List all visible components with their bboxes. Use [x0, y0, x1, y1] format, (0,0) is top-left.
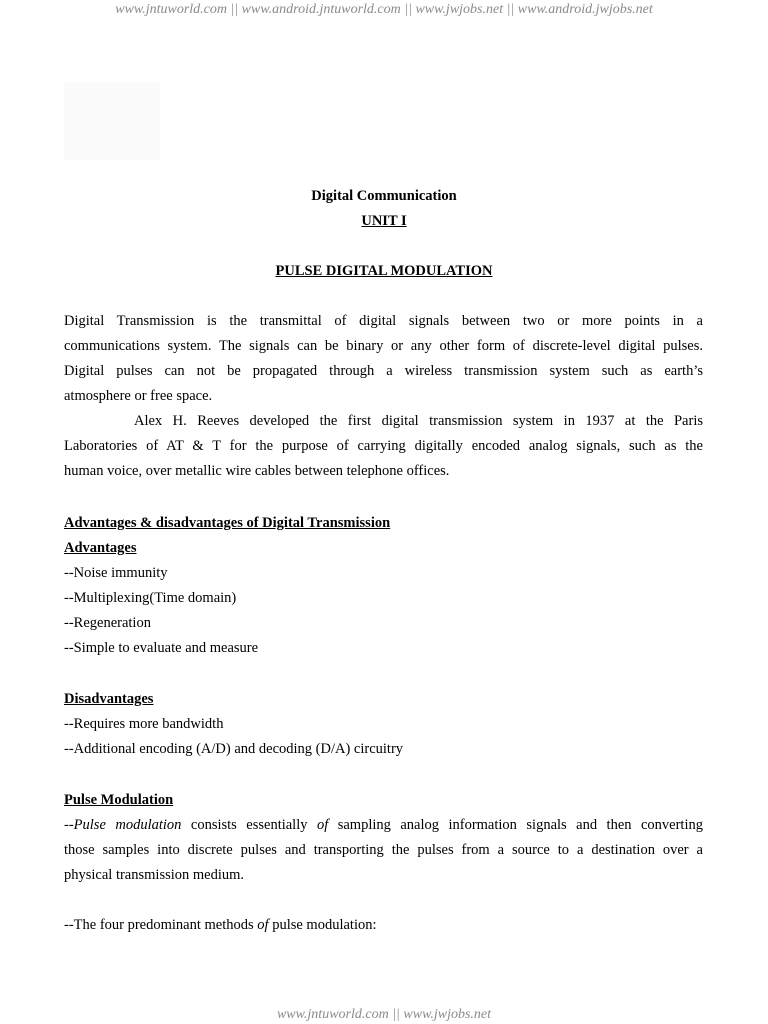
list-item: --Multiplexing(Time domain) — [64, 590, 237, 606]
list-item: --Regeneration — [64, 615, 151, 631]
advantages-section — [64, 511, 703, 661]
faded-logo-area — [64, 82, 160, 160]
unit-title: UNIT I — [361, 213, 407, 229]
intro-line: Laboratories of AT & T for the purpose of carrying digitally encoded analog signals, such as the — [64, 438, 703, 454]
pulse-modulation-section — [64, 788, 703, 938]
intro-line: atmosphere or free space. — [64, 388, 213, 404]
pulse-modulation-line: those samples into discrete pulses and transporting the pulses from a source to a destination over a — [64, 842, 703, 858]
pulse-modulation-line — [64, 813, 703, 838]
advantages-disadvantages-heading: Advantages & disadvantages of Digital Transmission — [64, 515, 391, 531]
text-fragment: --The four predominant methods — [64, 917, 258, 933]
pulse-modulation-line: physical transmission medium. — [64, 867, 245, 883]
disadvantages-section — [64, 687, 703, 762]
blank-line — [64, 888, 703, 913]
list-item: --Noise immunity — [64, 565, 168, 581]
subject-title: Digital Communication — [311, 188, 457, 204]
list-item: --Requires more bandwidth — [64, 716, 224, 732]
header-watermark: www.jntuworld.com || www.android.jntuworld.com || www.jwjobs.net || www.android.jwjobs.net — [115, 2, 653, 17]
pulse-modulation-heading: Pulse Modulation — [64, 792, 174, 808]
advantages-subheading: Advantages — [64, 540, 137, 556]
list-item: --Additional encoding (A/D) and decoding (D/A) circuitry — [64, 741, 404, 757]
intro-line: Alex H. Reeves developed the first digital transmission system in 1937 at the Paris — [134, 413, 703, 429]
disadvantages-heading: Disadvantages — [64, 691, 154, 707]
list-item: --Simple to evaluate and measure — [64, 640, 259, 656]
methods-intro-line — [64, 913, 703, 938]
pulse-modulation-term: Pulse modulation — [73, 817, 182, 833]
intro-line: communications system. The signals can be binary or any other form of discrete-level digital pulses. — [64, 338, 703, 354]
text-fragment: pulse modulation: — [268, 917, 377, 933]
intro-line: Digital pulses can not be propagated through a wireless transmission system such as earth’s — [64, 363, 703, 379]
footer-watermark: www.jntuworld.com || www.jwjobs.net — [276, 1007, 492, 1022]
unit-title-wrap — [0, 213, 768, 230]
intro-paragraph — [64, 309, 703, 484]
italic-of: of — [257, 917, 269, 933]
text-fragment: sampling analog information signals and then converting — [328, 817, 703, 833]
text-fragment: consists essentially — [181, 817, 317, 833]
dash-prefix: -- — [64, 817, 74, 833]
intro-line: human voice, over metallic wire cables between telephone offices. — [64, 463, 450, 479]
topic-title-wrap — [0, 263, 768, 280]
intro-line: Digital Transmission is the transmittal of digital signals between two or more points in a — [64, 313, 703, 329]
topic-title: PULSE DIGITAL MODULATION — [275, 263, 493, 279]
italic-of: of — [316, 817, 329, 833]
